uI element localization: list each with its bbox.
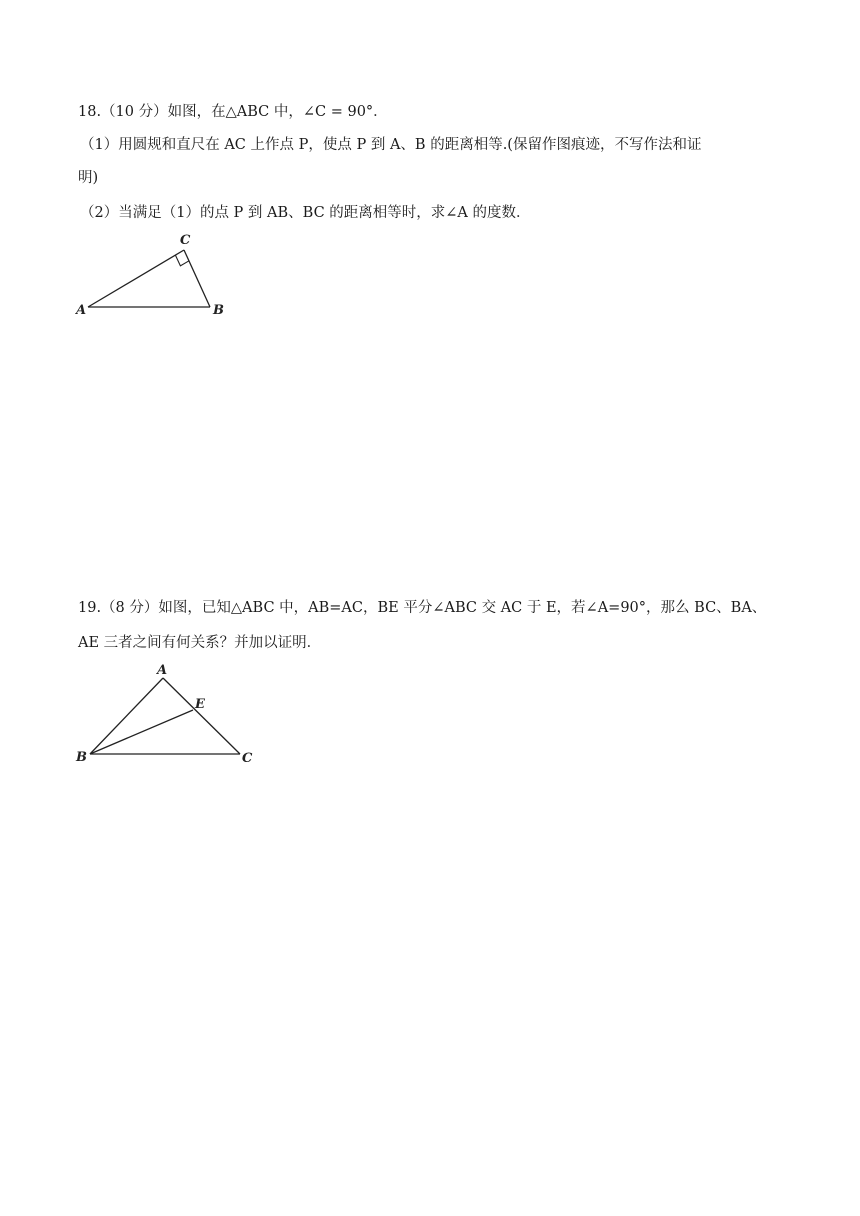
vertex-label-c: C xyxy=(242,751,253,766)
segment-be xyxy=(90,710,193,754)
segment-ac xyxy=(88,250,184,307)
vertex-label-a: A xyxy=(76,303,87,318)
vertex-label-c: C xyxy=(180,233,191,248)
vertex-label-b: B xyxy=(76,750,87,765)
point-label-e: E xyxy=(195,697,205,712)
question-19-line1: 19.（8 分）如图，已知△ABC 中，AB=AC，BE 平分∠ABC 交 AC 于 E，若∠A=90°，那么 BC、BA、 xyxy=(78,600,767,616)
question-18-part1-line2: 明) xyxy=(78,170,99,186)
question-18-part2: （2）当满足（1）的点 P 到 AB、BC 的距离相等时，求∠A 的度数． xyxy=(80,205,531,221)
isosceles-triangle-figure xyxy=(70,660,270,775)
segment-ab xyxy=(90,678,163,754)
vertex-label-a: A xyxy=(157,663,168,678)
segment-bc xyxy=(184,250,210,307)
vertex-label-b: B xyxy=(213,303,224,318)
question-19-line2: AE 三者之间有何关系？并加以证明． xyxy=(78,635,322,651)
question-18-header: 18.（10 分）如图，在△ABC 中，∠C = 90°． xyxy=(78,104,388,120)
segment-ac xyxy=(163,678,240,754)
question-18-part1-line1: （1）用圆规和直尺在 AC 上作点 P，使点 P 到 A、B 的距离相等.(保留作图痕迹，不写作法和证 xyxy=(80,137,702,153)
right-triangle-figure xyxy=(70,228,240,328)
